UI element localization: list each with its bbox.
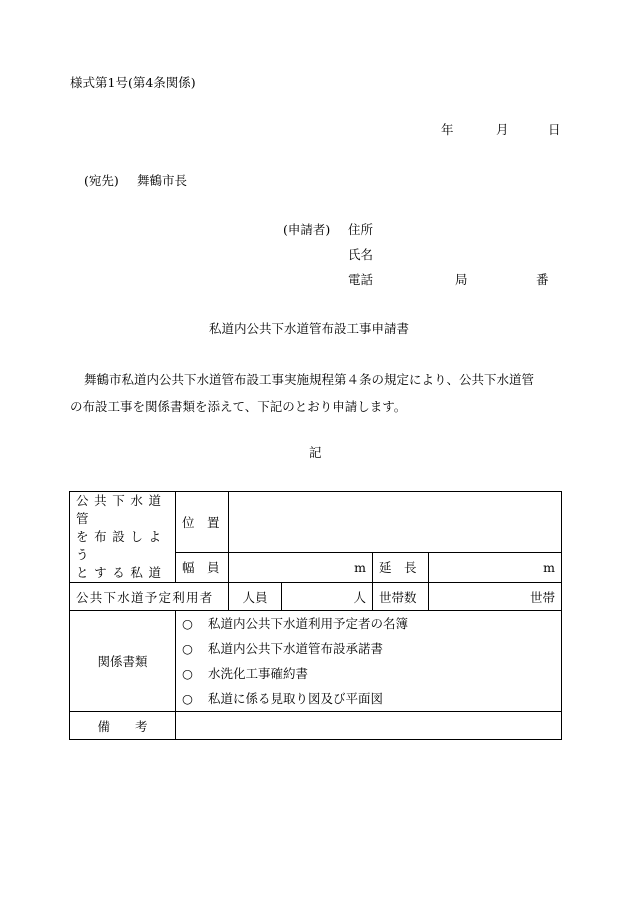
circle-bullet-icon: ○ [182,616,193,631]
width-label: 幅 員 [176,552,229,582]
applicant-address-label: 住所 [348,222,374,237]
remarks-label: 備 考 [70,712,176,740]
people-unit: 人 [353,589,366,605]
households-value[interactable] [429,583,562,611]
docs-item [182,686,555,711]
remarks-row [70,712,562,740]
section1-label-cell [70,492,176,583]
form-number: 様式第1号(第4条関係) [70,75,196,90]
body-line-2: の布設工事を関係書類を添えて、下記のとおり申請します。 [70,399,407,414]
applicant-label: (申請者) [283,222,331,237]
docs-item [182,636,555,661]
body-line-1: 舞鶴市私道内公共下水道管布設工事実施規程第４条の規定により、公共下水道管 [84,372,535,387]
length-value[interactable] [429,552,562,582]
people-value[interactable] [282,583,373,611]
docs-item [182,611,555,636]
households-unit: 世帯 [529,589,555,605]
width-value[interactable] [229,552,373,582]
docs-item-label: 私道内公共下水道管布設承諾書 [208,641,384,656]
section1-line-1: 公共下水道管 [76,493,167,526]
date-year: 年 [441,122,454,137]
users-row [70,583,562,611]
date-day: 日 [548,122,561,137]
applicant-phone-label: 電話 [348,272,374,287]
document-title: 私道内公共下水道管布設工事申請書 [209,321,410,336]
users-label: 公共下水道予定利用者 [70,583,229,611]
docs-item [182,661,555,686]
docs-row [70,611,562,712]
circle-bullet-icon: ○ [182,641,193,656]
addressee-name: 舞鶴市長 [137,173,188,188]
applicant-phone-office: 局 [455,272,468,287]
position-value[interactable] [229,492,562,553]
docs-item-label: 私道内公共下水道利用予定者の名簿 [208,616,409,631]
applicant-name-label: 氏名 [348,247,374,262]
docs-label: 関係書類 [70,611,176,712]
position-label: 位 置 [176,492,229,553]
width-unit: m [354,559,366,575]
length-unit: m [543,559,555,575]
remarks-value[interactable] [176,712,562,740]
circle-bullet-icon: ○ [182,691,193,706]
application-table [69,491,562,740]
docs-item-label: 私道に係る見取り図及び平面図 [208,691,384,706]
households-label: 世帯数 [373,583,429,611]
addressee-prefix: (宛先) [84,173,119,188]
applicant-phone-number: 番 [536,272,549,287]
ki-heading: 記 [309,445,322,460]
section1-line-3: とする私道 [76,565,167,580]
section1-line-2: を布設しよう [76,529,167,562]
people-label: 人員 [229,583,282,611]
docs-item-label: 水洗化工事確約書 [208,666,309,681]
circle-bullet-icon: ○ [182,666,193,681]
docs-list-cell [176,611,562,712]
position-row [70,492,562,553]
date-month: 月 [496,122,509,137]
docs-list [182,611,555,711]
length-label: 延 長 [373,552,429,582]
